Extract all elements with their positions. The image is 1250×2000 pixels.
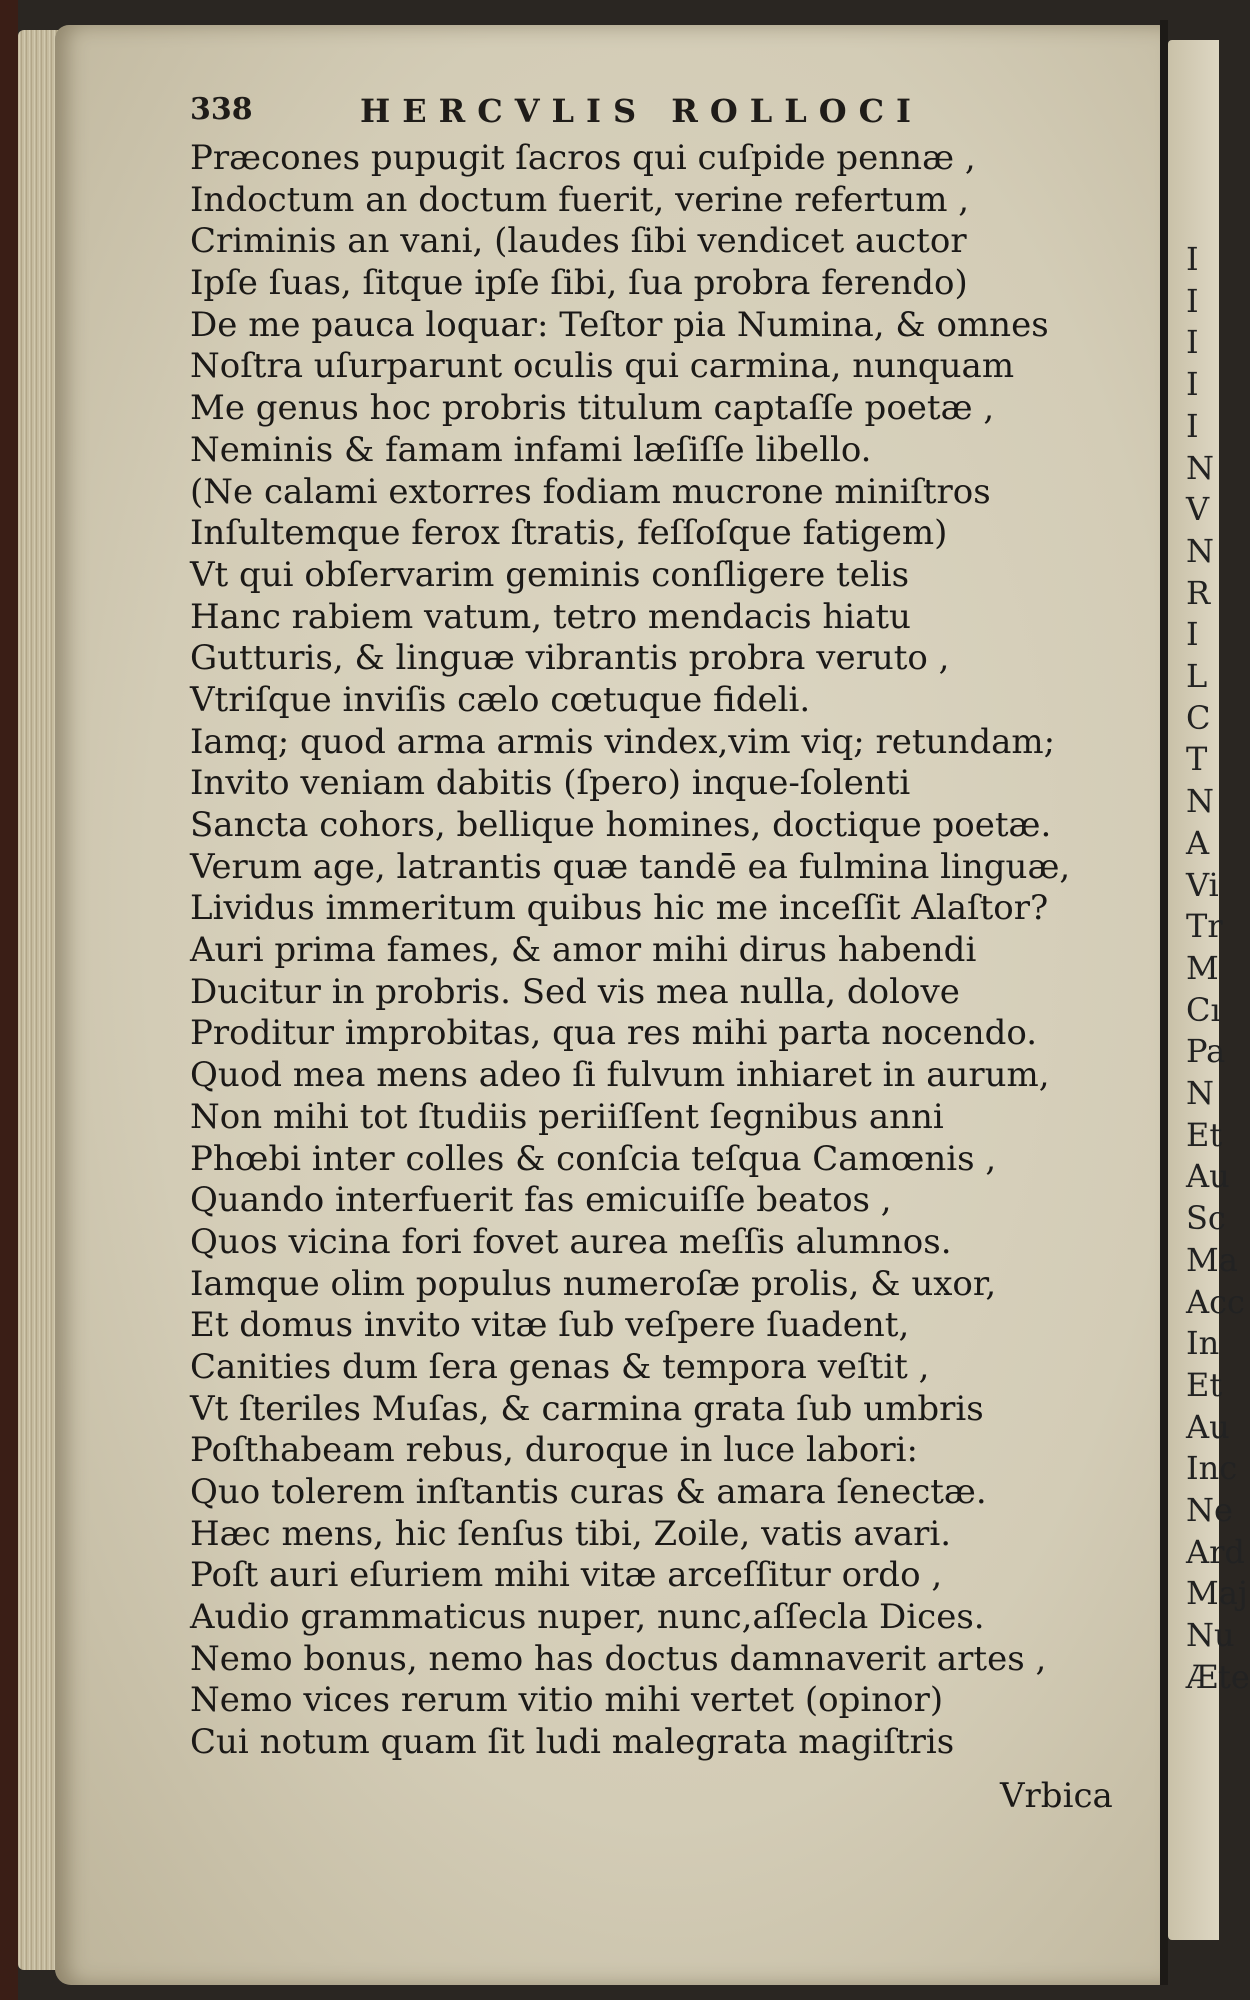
verse-line: Poſthabeam rebus, duroque in luce labori:	[190, 1430, 918, 1471]
facing-page-fragment: Sc	[1186, 1199, 1226, 1238]
facing-page-edge	[1168, 40, 1250, 1940]
facing-page-fragment: Et	[1186, 1115, 1223, 1154]
verse-line: Vt qui obſervarim geminis conſligere telis	[190, 554, 910, 595]
facing-page-fragment: T	[1186, 740, 1208, 779]
verse-line: Audio grammaticus nuper, nunc,aſſecla Dices.	[190, 1597, 985, 1638]
verse-line: Hanc rabiem vatum, tetro mendacis hiatu	[190, 596, 911, 637]
verse-line: Iamque olim populus numeroſæ prolis, & uxor,	[190, 1263, 997, 1304]
verse-line: Inſultemque ferox ſtratis, feſſoſque fatigem)	[190, 513, 948, 554]
facing-page-fragment: C	[1186, 698, 1211, 737]
verse-line: Phœbi inter colles & conſcia teſqua Camœnis ,	[190, 1138, 997, 1179]
facing-page-fragment: Æte	[1186, 1657, 1250, 1696]
facing-page-fragment: I	[1186, 323, 1199, 362]
facing-page-fragment: N	[1186, 782, 1214, 821]
verse-line: Quos vicina fori fovet aurea meſſis alumnos.	[190, 1221, 952, 1262]
verse-line: Hæc mens, hic ſenſus tibi, Zoile, vatis avari.	[190, 1513, 952, 1554]
verse-line: Criminis an vani, (laudes ſibi vendicet auctor	[190, 221, 967, 262]
facing-page-fragment: A	[1186, 823, 1210, 862]
verse-line: Lividus immeritum quibus hic me inceſſit Alaſtor?	[190, 888, 1049, 929]
verse-text	[190, 138, 1130, 1764]
verse-line: Sancta cohors, bellique homines, doctique poetæ.	[190, 805, 1052, 845]
verse-line: Præcones pupugit ſacros qui cuſpide pennæ ,	[190, 138, 976, 178]
facing-page-fragment: Au	[1186, 1407, 1230, 1446]
facing-page-fragment: V	[1186, 490, 1210, 529]
facing-page-fragment: Ne	[1186, 1491, 1233, 1529]
verse-line: Me genus hoc probris titulum captaſſe poetæ ,	[190, 388, 995, 429]
verse-line: Et domus invito vitæ ſub veſpere ſuadent,	[190, 1305, 910, 1346]
verse-line: Invito veniam dabitis (ſpero) inque-ſolenti	[190, 763, 911, 804]
verse-line: Quo tolerem inſtantis curas & amara ſenectæ.	[190, 1472, 987, 1512]
verse-line: Auri prima fames, & amor mihi dirus habendi	[190, 930, 977, 971]
facing-page-fragment: I	[1186, 406, 1199, 445]
facing-page-fragment: N	[1186, 531, 1214, 570]
verse-line: Nemo bonus, nemo has doctus damnaverit artes ,	[190, 1638, 1047, 1679]
book-binding	[0, 0, 18, 2000]
verse-line: Non mihi tot ſtudiis periiſſent ſegnibus anni	[190, 1096, 944, 1137]
facing-page-fragment: I	[1186, 240, 1199, 278]
facing-page-fragment: I	[1186, 281, 1199, 320]
page-header	[190, 92, 1170, 142]
gutter-shadow	[1160, 20, 1168, 1985]
facing-page-fragment: Au	[1186, 1157, 1230, 1196]
catchword: Vrbica	[1000, 1776, 1113, 1816]
verse-line: Ducitur in probris. Sed vis mea nulla, dolove	[190, 971, 960, 1012]
facing-page-fragment: N	[1186, 1074, 1214, 1112]
facing-page-fragment: I	[1186, 615, 1199, 654]
verse-line: Indoctum an doctum fuerit, verine refertum ,	[190, 179, 970, 220]
facing-page-fragment: Tr	[1186, 907, 1223, 946]
verse-line: Vtriſque inviſis cælo cœtuque fideli.	[190, 679, 811, 720]
facing-page-fragment: In	[1186, 1324, 1220, 1363]
facing-page-fragment: Maj	[1186, 1574, 1248, 1613]
verse-line: Ipſe ſuas, ſitque ipſe ſibi, ſua probra ferendo)	[190, 263, 968, 304]
facing-page-fragment: Ard	[1186, 1532, 1245, 1571]
facing-page-fragment: M	[1186, 948, 1219, 987]
verse-line: Quod mea mens adeo ſi fulvum inhiaret in aurum,	[190, 1055, 1050, 1096]
page-number: 338	[190, 92, 253, 127]
verse-line: Neminis & famam infami læſiſſe libello.	[190, 429, 872, 470]
verse-line: Poſt auri eſuriem mihi vitæ arceſſitur ordo ,	[190, 1555, 943, 1596]
verse-line: Canities dum ſera genas & tempora veſtit ,	[190, 1346, 930, 1387]
verse-line: Vt ſteriles Muſas, & carmina grata ſub umbris	[190, 1388, 984, 1429]
facing-page-fragment: N	[1186, 448, 1214, 487]
facing-page-fragment: I	[1186, 365, 1199, 404]
facing-page-fragment: Et	[1186, 1365, 1223, 1404]
verse-line: Verum age, latrantis quæ tandē ea fulmina linguæ,	[190, 846, 1071, 887]
verse-line: Proditur improbitas, qua res mihi parta nocendo.	[190, 1013, 1038, 1054]
facing-page-fragment: Vi	[1186, 865, 1219, 904]
facing-page-fragment: Inc	[1186, 1449, 1238, 1488]
facing-page-fragment: Pa	[1186, 1032, 1226, 1071]
facing-page-fragment: R	[1186, 573, 1211, 612]
facing-page-fragment: Nu	[1186, 1616, 1235, 1655]
verse-line: (Ne calami extorres fodiam mucrone miniſtros	[190, 471, 991, 512]
verse-line: De me pauca loquar: Teſtor pia Numina, & omnes	[190, 304, 1049, 345]
verse-line: Iamq; quod arma armis vindex,vim viq; retundam;	[190, 721, 1056, 762]
facing-page-fragment: Acc	[1186, 1282, 1245, 1321]
verse-line: Quando interfuerit fas emicuiſſe beatos ,	[190, 1180, 892, 1221]
running-head: HERCVLIS ROLLOCI	[360, 92, 924, 130]
facing-page-fragment: Cı	[1186, 990, 1221, 1029]
verse-line: Nemo vices rerum vitio mihi vertet (opinor)	[190, 1680, 944, 1721]
verse-line: Cui notum quam ſit ludi malegrata magiſtris	[190, 1722, 955, 1763]
verse-line: Noſtra uſurparunt oculis qui carmina, nunquam	[190, 346, 1015, 387]
facing-page-fragment: L	[1186, 657, 1208, 695]
facing-page-fragment: Ma	[1186, 1240, 1238, 1279]
verse-line: Gutturis, & linguæ vibrantis probra veruto ,	[190, 638, 950, 679]
